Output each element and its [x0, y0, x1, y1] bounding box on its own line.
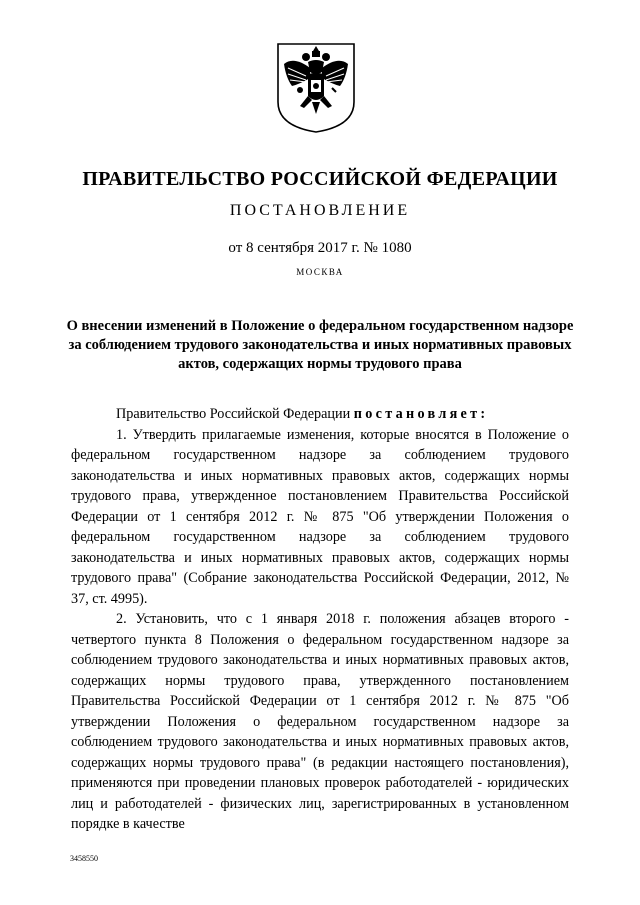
intro-text: Правительство Российской Федерации: [116, 406, 354, 422]
document-code: 3458550: [70, 854, 98, 863]
coat-of-arms-icon: [276, 42, 356, 134]
city-name: МОСКВА: [296, 267, 344, 277]
date-and-number: от 8 сентября 2017 г. № 1080: [228, 240, 412, 256]
document-body: [71, 404, 569, 835]
paragraph-2: 2. Установить, что с 1 января 2018 г. положения абзацев второго - четвертого пункта 8 Положения о федеральном государственном надзоре за соблюдением трудового законодательства и иных нормативных правовых актов, содержащих нормы трудового права, утвержденного постановлением Правительства Российской Федерации от 1 сентября 2012 г. № 875 "Об утверждении Положения о федеральном государственном надзоре за соблюдением трудового законодательства и иных нормативных правовых актов, содержащих нормы трудового права" (в редакции настоящего постановления), применяются при проведении плановых проверок работодателей - юридических лиц и работодателей - физических лиц, зарегистрированных в установленном порядке в качестве: [71, 611, 569, 832]
intro-emphasis: постановляет:: [353, 406, 489, 422]
government-name: ПРАВИТЕЛЬСТВО РОССИЙСКОЙ ФЕДЕРАЦИИ: [82, 168, 558, 190]
intro-line: [71, 404, 569, 425]
paragraph-1: 1. Утвердить прилагаемые изменения, которые вносятся в Положение о федеральном государственном надзоре за соблюдением трудового законодательства и иных нормативных правовых актов, содержащих нормы трудового права, утвержденное постановлением Правительства Российской Федерации от 1 сентября 2012 г. № 875 "Об утверждении Положения о федеральном государственном надзоре за соблюдением трудового законодательства и иных нормативных правовых актов, содержащих нормы трудового права" (Собрание законодательства Российской Федерации, 2012, № 37, ст. 4995).: [71, 426, 569, 607]
document-type: ПОСТАНОВЛЕНИЕ: [229, 202, 411, 219]
document-heading: О внесении изменений в Положение о федеральном государственном надзоре за соблюдением трудового законодательства и иных нормативных правовых актов, содержащих нормы трудового права: [66, 318, 574, 372]
